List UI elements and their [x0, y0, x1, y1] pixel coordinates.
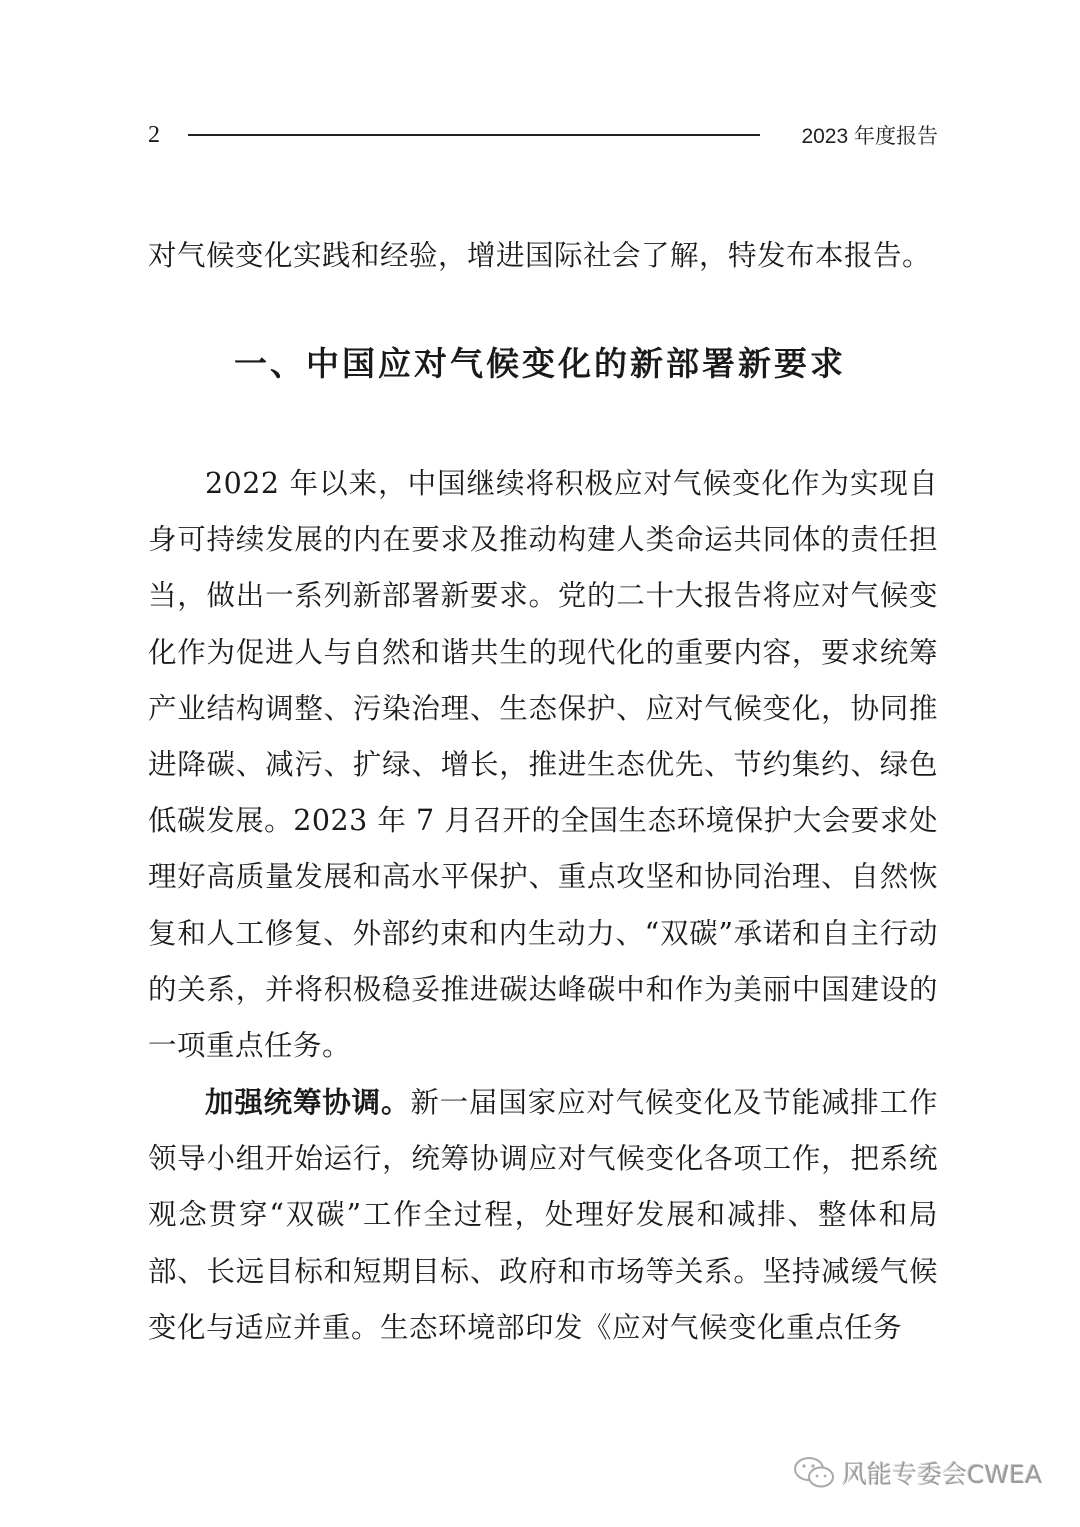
- section-heading: 一、中国应对气候变化的新部署新要求: [234, 344, 846, 383]
- watermark-text: 风能专委会CWEA: [842, 1460, 1043, 1489]
- wechat-icon: [792, 1455, 838, 1491]
- continuation-paragraph: 对气候变化实践和经验，增进国际社会了解，特发布本报告。: [148, 239, 932, 272]
- body-paragraph-1: 2022 年以来，中国继续将积极应对气候变化作为实现自身可持续发展的内在要求及推动构建人类命运共同体的责任担当，做出一系列新部署新要求。党的二十大报告将应对气候变化作为促进人与自然和谐共生的现代化的重要内容，要求统筹产业结构调整、污染治理、生态保护、应对气候变化，协同推进降碳、减污、扩绿、增长，推进生态优先、节约集约、绿色低碳发展。2023 年 7 月召开的全国生态环境保护大会要求处理好高质量发展和高水平保护、重点攻坚和协同治理、自然恢复和人工修复、外部约束和内生动力、“双碳”承诺和自主行动的关系，并将积极稳妥推进碳达峰碳中和作为美丽中国建设的一项重点任务。: [148, 467, 938, 1063]
- paragraph-lead: 加强统筹协调。: [205, 1085, 411, 1119]
- paragraph-text: 新一届国家应对气候变化及节能减排工作领导小组开始运行，统筹协调应对气候变化各项工作，把系统观念贯穿“双碳”工作全过程，处理好发展和减排、整体和局部、长远目标和短期目标、政府和市场等关系。坚持减缓气候变化与适应并重。生态环境部印发《应对气候变化重点任务: [148, 1086, 938, 1344]
- watermark: [792, 1455, 1042, 1491]
- header-rule: [188, 134, 760, 136]
- page-number: 2: [148, 121, 160, 148]
- running-title: 2023 年度报告: [801, 125, 938, 148]
- body-paragraph-2: [148, 1074, 938, 1356]
- page-header: [148, 118, 938, 152]
